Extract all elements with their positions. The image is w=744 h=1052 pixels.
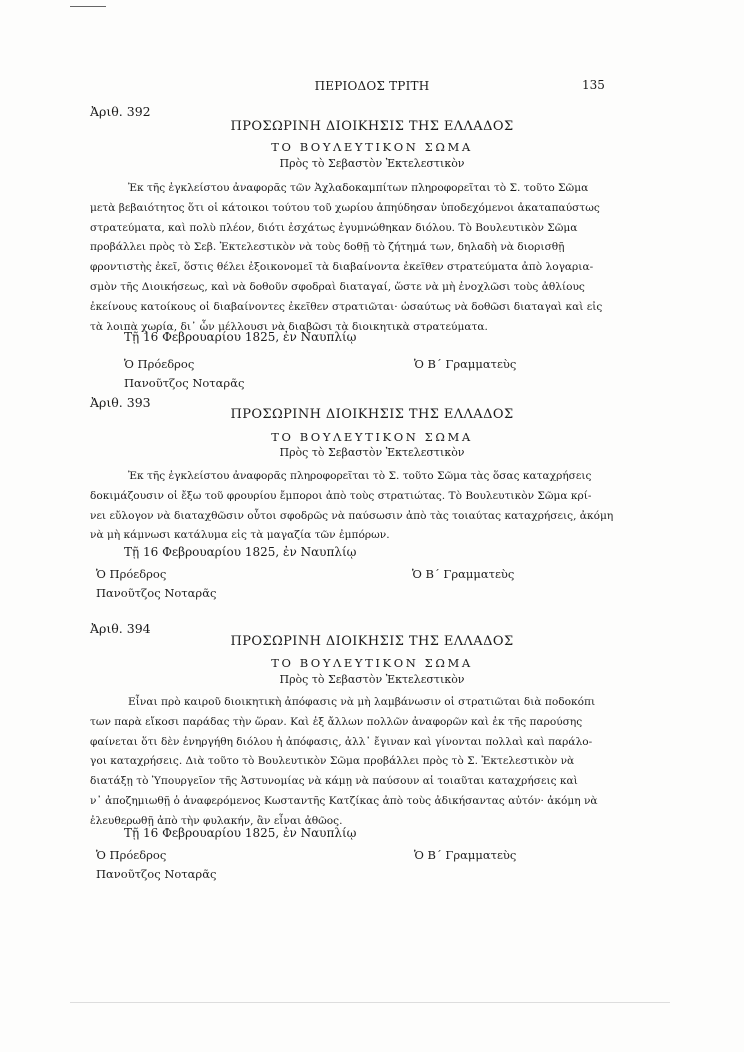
page-number: 135 <box>582 78 605 92</box>
secretary-signature: Ὁ Β΄ Γραμματεὺς <box>414 357 517 371</box>
secretary-signature: Ὁ Β΄ Γραμματεὺς <box>414 848 517 862</box>
president-name: Πανοῦτζος Νοταρᾶς <box>96 586 217 600</box>
issuing-body: ΤΟ ΒΟΥΛΕΥΤΙΚΟΝ ΣΩΜΑ <box>271 140 473 154</box>
addressee: Πρὸς τὸ Σεβαστὸν Ἐκτελεστικὸν <box>279 673 465 686</box>
body-line: νει εὔλογον νὰ διαταχθῶσιν οὗτοι σφοδρῶς νὰ παύσωσιν ἀπὸ τὰς τοιαύτας καταχρήσεις, ἀκόμη <box>90 509 614 522</box>
body-line: Ἐκ τῆς ἐγκλείστου ἀναφορᾶς τῶν Ἀχλαδοκαμπίτων πληροφορεῖται τὸ Σ. τοῦτο Σῶμα <box>128 182 589 194</box>
secretary-signature: Ὁ Β΄ Γραμματεὺς <box>412 567 515 581</box>
issuing-body: ΤΟ ΒΟΥΛΕΥΤΙΚΟΝ ΣΩΜΑ <box>271 656 473 670</box>
body-line: των παρὰ εἴκοσι παράδας τὴν ὥραν. Καὶ ἐξ ἄλλων πολλῶν ἀναφορῶν καὶ ἐκ τῆς παρούσης <box>90 715 583 728</box>
president-name: Πανοῦτζος Νοταρᾶς <box>96 867 217 881</box>
body-line: ἐλευθερωθῇ ἀπὸ τὴν φυλακήν, ἂν εἶναι ἀθῶος. <box>90 814 343 827</box>
body-line: Εἶναι πρὸ καιροῦ διοικητικὴ ἀπόφασις νὰ μὴ λαμβάνωσιν οἱ στρατιῶται διὰ ποδοκόπι <box>128 696 596 708</box>
president-title: Ὁ Πρόεδρος <box>96 567 167 581</box>
body-line: διατάξῃ τὸ Ὑπουργεῖον τῆς Ἀστυνομίας νὰ κάμῃ νὰ παύσουν αἱ τοιαῦται καταχρήσεις καὶ <box>90 775 578 788</box>
body-line: φροντιστὴς ἐκεῖ, ὅστις θέλει ἐξοικονομεῖ τὰ διαβαίνοντα ἐκεῖθεν στρατεύματα ἀπὸ λογαρια- <box>90 261 594 274</box>
body-line: στρατεύματα, καὶ πολὺ πλέον, διότι ἐσχάτως ἐγυμνώθηκαν διόλου. Τὸ Βουλευτικὸν Σῶμα <box>90 221 578 234</box>
document-date: Τῇ 16 Φεβρουαρίου 1825, ἐν Ναυπλίῳ <box>124 330 357 344</box>
scan-mark-top <box>70 6 106 7</box>
body-line: μετὰ βεβαιότητος ὅτι οἱ κάτοικοι τούτου τοῦ χωρίου ἀπηύδησαν ὑποδεχόμενοι ἀκαταπαύστως <box>90 201 600 214</box>
president-title: Ὁ Πρόεδρος <box>124 357 195 371</box>
document-number: Ἀριθ. 393 <box>90 395 151 410</box>
body-line: προβάλλει πρὸς τὸ Σεβ. Ἐκτελεστικὸν νὰ τοὺς δοθῇ τὸ ζήτημά των, δηλαδὴ νὰ διορισθῇ <box>90 241 565 254</box>
addressee: Πρὸς τὸ Σεβαστὸν Ἐκτελεστικὸν <box>279 446 465 459</box>
president-title: Ὁ Πρόεδρος <box>96 848 167 862</box>
body-line: ν᾿ ἀποζημιωθῇ ὁ ἀναφερόμενος Κωσταντῆς Κατζίκας ἀπὸ τοὺς ἀδικήσαντας αὐτόν· ἀκόμη νὰ <box>90 794 598 807</box>
document-body <box>90 179 646 337</box>
body-line: γοι καταχρήσεις. Διὰ τοῦτο τὸ Βουλευτικὸν Σῶμα προβάλλει πρὸς τὸ Σ. Ἐκτελεστικὸν νὰ <box>90 755 575 768</box>
body-line: ἐκείνους κατοίκους οἱ διαβαίνοντες ἐκεῖθεν στρατιῶται· ὡσαύτως νὰ δοθῶσι διαταγαὶ καὶ εἰς <box>90 300 603 313</box>
president-name: Πανοῦτζος Νοταρᾶς <box>124 376 245 390</box>
body-line: νὰ μὴ κάμνωσι κατάλυμα εἰς τὰ μαγαζία τῶν ἐμπόρων. <box>90 529 390 542</box>
body-line: δοκιμάζουσιν οἱ ἔξω τοῦ φρουρίου ἔμποροι ἀπὸ τοὺς στρατιώτας. Τὸ Βουλευτικὸν Σῶμα κρί- <box>90 489 592 502</box>
document-heading: ΠΡΟΣΩΡΙΝΗ ΔΙΟΙΚΗΣΙΣ ΤΗΣ ΕΛΛΑΔΟΣ <box>230 634 514 649</box>
document-body <box>90 693 646 832</box>
body-line: τὰ λοιπὰ χωρία, δι᾿ ὧν μέλλουσι νὰ διαβῶσι τὰ διοικητικὰ στρατεύματα. <box>90 320 488 333</box>
body-line: σμὸν τῆς Διοικήσεως, καὶ νὰ δοθοῦν σφοδραὶ διαταγαί, ὥστε νὰ μὴ ἐνοχλῶσι τοὺς ἀθλίους <box>90 280 585 293</box>
running-head: ΠΕΡΙΟΔΟΣ ΤΡΙΤΗ <box>314 79 430 93</box>
body-line: Ἐκ τῆς ἐγκλείστου ἀναφορᾶς πληροφορεῖται τὸ Σ. τοῦτο Σῶμα τὰς ὅσας καταχρήσεις <box>128 470 592 482</box>
document-date: Τῇ 16 Φεβρουαρίου 1825, ἐν Ναυπλίῳ <box>124 826 357 840</box>
document-number: Ἀριθ. 392 <box>90 104 151 119</box>
addressee: Πρὸς τὸ Σεβαστὸν Ἐκτελεστικὸν <box>279 157 465 170</box>
issuing-body: ΤΟ ΒΟΥΛΕΥΤΙΚΟΝ ΣΩΜΑ <box>271 430 473 444</box>
document-number: Ἀριθ. 394 <box>90 621 151 636</box>
document-heading: ΠΡΟΣΩΡΙΝΗ ΔΙΟΙΚΗΣΙΣ ΤΗΣ ΕΛΛΑΔΟΣ <box>230 119 514 134</box>
document-body <box>90 467 646 546</box>
document-date: Τῇ 16 Φεβρουαρίου 1825, ἐν Ναυπλίῳ <box>124 545 357 559</box>
scan-mark-bottom <box>70 1002 670 1003</box>
body-line: φαίνεται ὅτι δὲν ἐνηργήθη διόλου ἡ ἀπόφασις, ἀλλ᾿ ἔγιναν καὶ γίνονται πολλαὶ καὶ παράλο- <box>90 735 593 748</box>
document-heading: ΠΡΟΣΩΡΙΝΗ ΔΙΟΙΚΗΣΙΣ ΤΗΣ ΕΛΛΑΔΟΣ <box>230 407 514 422</box>
